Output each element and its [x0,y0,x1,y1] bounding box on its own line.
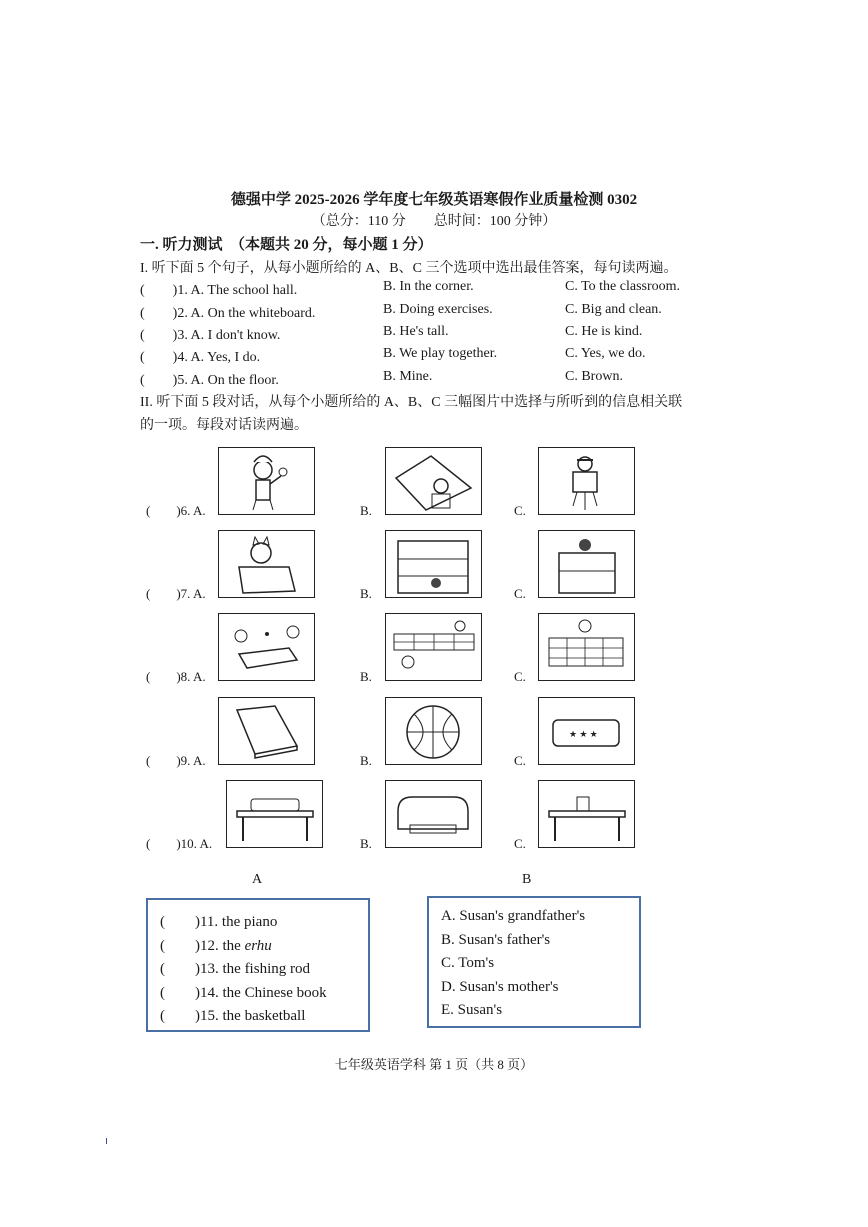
question-option-c: C. He is kind. [565,324,643,339]
pencil-case-picture [538,697,635,765]
whiteboard-picture [385,447,482,515]
match-options-box [427,896,641,1028]
pencil-case-on-table-picture [226,780,323,848]
picture-option-b-label: B. [360,753,372,768]
match-item-text: ( )11. the piano [160,914,278,930]
gardener-picture [538,447,635,515]
page-title: 德强中学 2025-2026 学年度七年级英语寒假作业质量检测 0302 [230,192,638,208]
match-item-italic: erhu [244,938,272,954]
cat-in-box-picture [218,530,315,598]
match-item [160,910,277,931]
picture-question-label: ( )9. A. [146,753,206,768]
match-item [160,1004,305,1025]
match-item-text: ( )15. the basketball [160,1008,306,1024]
part1-instruction: I. 听下面 5 个句子，从每小题所给的 A、B、C 三个选项中选出最佳答案，每句读两遍。 [140,261,678,276]
question-option-b: B. Mine. [383,369,433,384]
bookshelf-cat-inside-picture [385,530,482,598]
picture-question-label: ( )10. A. [146,836,213,851]
badminton-picture [385,613,482,681]
svg-text:★ ★ ★: ★ ★ ★ [569,729,598,739]
question-row [140,324,740,344]
match-column-b-label: B [522,872,532,887]
match-item-text: ( )14. the Chinese book [160,985,327,1001]
question-option-a: ( )3. A. I don't know. [140,328,281,343]
match-items-box [146,898,370,1032]
picture-question-label: ( )8. A. [146,669,206,684]
sofa-picture [385,780,482,848]
page-footer: 七年级英语学科 第 1 页（共 8 页） [334,1057,534,1072]
match-column-a-label: A [252,872,263,887]
question-row [140,369,740,389]
chef-picture [218,447,315,515]
question-option-b: B. Doing exercises. [383,302,493,317]
match-option: E. Susan's [441,1002,503,1018]
bookshelf-cat-on-top-picture [538,530,635,598]
match-option: A. Susan's grandfather's [441,908,586,924]
picture-question-row [140,613,660,685]
part2-instruction-cont: 的一项。每段对话读两遍。 [140,418,308,433]
match-option: B. Susan's father's [441,932,551,948]
picture-option-c-label: C. [514,753,526,768]
match-option: D. Susan's mother's [441,979,559,995]
question-option-a: ( )2. A. On the whiteboard. [140,306,316,321]
match-item-text: ( )12. the [160,938,245,954]
basketball-picture [385,697,482,765]
question-option-c: C. To the classroom. [565,279,681,294]
question-option-b: B. We play together. [383,346,498,361]
match-item-text: ( )13. the fishing rod [160,961,310,977]
picture-option-c-label: C. [514,836,526,851]
picture-question-row [140,447,660,519]
question-option-a: ( )4. A. Yes, I do. [140,350,261,365]
corner-mark [106,1138,107,1144]
question-option-b: B. In the corner. [383,279,474,294]
match-item [160,981,327,1002]
ping-pong-picture [218,613,315,681]
question-row [140,302,740,322]
picture-question-row [140,530,660,602]
question-row [140,346,740,366]
match-item [160,934,272,955]
volleyball-picture [538,613,635,681]
picture-option-c-label: C. [514,669,526,684]
picture-option-c-label: C. [514,503,526,518]
picture-option-b-label: B. [360,836,372,851]
picture-option-b-label: B. [360,669,372,684]
book-picture [218,697,315,765]
picture-question-row [140,780,660,852]
picture-question-row [140,697,660,769]
question-option-a: ( )5. A. On the floor. [140,373,279,388]
question-option-b: B. He's tall. [383,324,449,339]
section-heading: 一. 听力测试 （本题共 20 分，每小题 1 分） [140,237,433,253]
picture-question-label: ( )6. A. [146,503,206,518]
match-option: C. Tom's [441,955,495,971]
question-row [140,279,740,299]
match-item [160,957,310,978]
question-option-c: C. Big and clean. [565,302,662,317]
page-subtitle: （总分：110 分 总时间：100 分钟） [311,214,557,229]
picture-option-b-label: B. [360,586,372,601]
picture-option-c-label: C. [514,586,526,601]
part2-instruction: II. 听下面 5 段对话，从每个小题所给的 A、B、C 三幅图片中选择与所听到的信息相关联 [140,395,683,410]
picture-question-label: ( )7. A. [146,586,206,601]
picture-option-b-label: B. [360,503,372,518]
cup-on-table-picture [538,780,635,848]
question-option-a: ( )1. A. The school hall. [140,283,298,298]
question-option-c: C. Brown. [565,369,623,384]
question-option-c: C. Yes, we do. [565,346,646,361]
